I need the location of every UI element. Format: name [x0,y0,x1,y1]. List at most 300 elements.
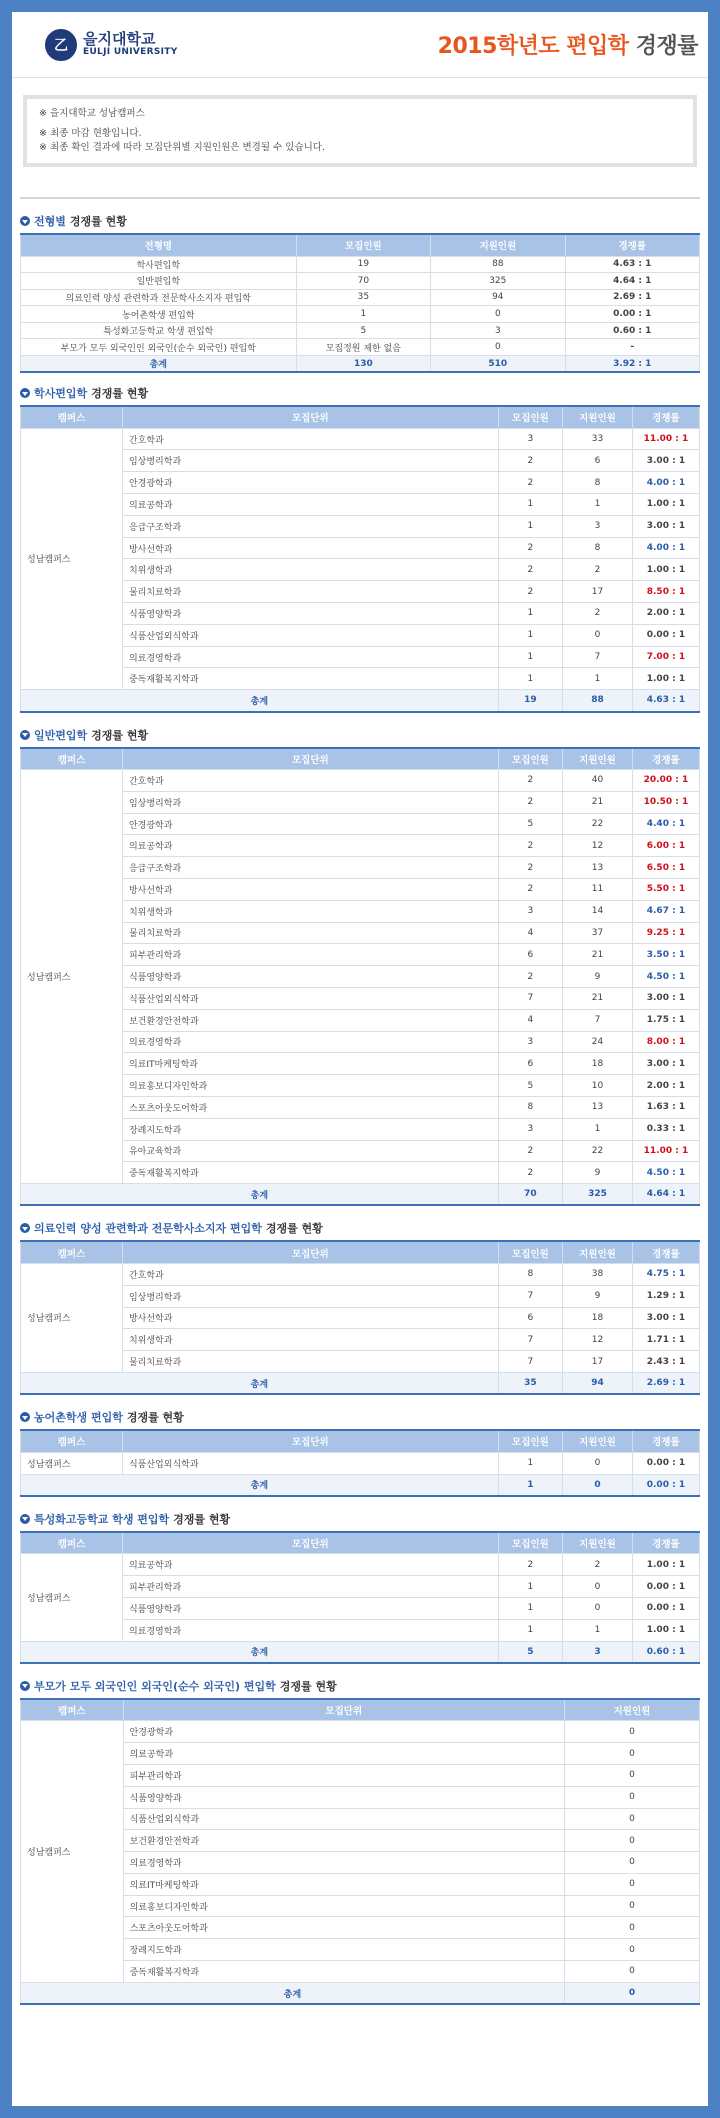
table-cell: 1 [498,1452,562,1474]
table-cell: 5 [498,813,562,835]
table-cell: 1.29 : 1 [632,1285,699,1307]
table-cell: 0 [564,1764,699,1786]
table-cell: 1 [563,1619,633,1641]
total-label: 총계 [21,1982,565,2004]
table-cell: 22 [563,1140,633,1162]
column-header: 모집단위 [122,1532,498,1554]
unit-cell: 식품영양학과 [122,603,498,625]
table-general [20,747,700,1207]
total-cell: 3.92 : 1 [565,356,699,373]
unit-cell: 응급구조학과 [122,857,498,879]
table-row [21,1096,700,1118]
table-cell: 1 [498,1597,562,1619]
unit-cell: 스포츠아웃도어학과 [122,1096,498,1118]
unit-cell: 의료공학과 [122,835,498,857]
column-header: 캠퍼스 [21,748,123,770]
section-bullet-icon [20,1681,30,1691]
total-cell: 0 [564,1982,699,2004]
column-header: 모집단위 [122,406,498,428]
table-cell: 2 [498,1162,562,1184]
total-label: 총계 [21,1641,499,1663]
table-row [21,1263,700,1285]
unit-cell: 방사선학과 [122,879,498,901]
total-cell: 35 [498,1372,562,1394]
column-header: 모집인원 [296,234,430,256]
section-title-highlight: 특성화고등학교 학생 편입학 [34,1512,170,1526]
table-row [21,1961,700,1983]
unit-cell: 방사선학과 [122,537,498,559]
unit-cell: 피부관리학과 [122,1576,498,1598]
section-foreign [20,1678,700,2005]
total-row [21,690,700,712]
table-cell: 70 [296,273,430,290]
table-cell: 1 [498,603,562,625]
unit-cell: 피부관리학과 [123,1764,564,1786]
table-cell: 6 [498,1307,562,1329]
unit-cell: 장례지도학과 [122,1118,498,1140]
total-cell: 0.00 : 1 [632,1474,699,1496]
unit-cell: 의료경영학과 [122,1619,498,1641]
table-cell: 0 [564,1786,699,1808]
table-row [21,537,700,559]
unit-cell: 안경광학과 [122,813,498,835]
table-cell: 325 [431,273,565,290]
table-cell: 0 [563,1452,633,1474]
section-title-rest: 경쟁률 현황 [265,1222,323,1236]
total-cell: 130 [296,356,430,373]
table-cell: 94 [431,289,565,306]
table-cell: 1.00 : 1 [632,494,699,516]
section-bullet-icon [20,1223,30,1233]
table-cell: 8 [498,1096,562,1118]
table-cell: 2 [498,472,562,494]
table-cell: 1 [296,306,430,323]
table-cell: 1 [498,1576,562,1598]
table-row [21,1721,700,1743]
table-cell: 17 [563,1351,633,1373]
table-foreign [20,1698,700,2005]
table-cell: 9.25 : 1 [632,922,699,944]
table-row [21,770,700,792]
table-row [21,922,700,944]
table-cell: 4.50 : 1 [632,966,699,988]
table-vocational [20,1531,700,1664]
unit-cell: 물리치료학과 [122,581,498,603]
section-title-rest: 경쟁률 현황 [173,1512,231,1526]
unit-cell: 유아교육학과 [122,1140,498,1162]
campus-cell: 성남캠퍼스 [21,1721,124,1983]
table-row [21,515,700,537]
table-cell: 부모가 모두 외국인인 외국인(순수 외국인) 편입학 [21,339,297,356]
column-header: 지원인원 [563,406,633,428]
total-cell: 19 [498,690,562,712]
table-cell: 0.00 : 1 [565,306,699,323]
table-cell: 0.33 : 1 [632,1118,699,1140]
section-title-highlight: 의료인력 양성 관련학과 전문학사소지자 편입학 [34,1222,262,1236]
section-title [20,1511,700,1527]
table-row [21,966,700,988]
unit-cell: 간호학과 [122,770,498,792]
table-cell: 2 [498,559,562,581]
divider [20,197,700,199]
table-row [21,900,700,922]
logo-english-name: EULJI UNIVERSITY [83,46,178,57]
table-cell: 3 [498,1118,562,1140]
total-cell: 70 [498,1184,562,1206]
campus-cell: 성남캠퍼스 [21,1263,123,1372]
table-cell: 2 [498,770,562,792]
campus-cell: 성남캠퍼스 [21,428,123,690]
table-cell: 11.00 : 1 [632,428,699,450]
table-cell: 2 [498,537,562,559]
table-cell: 11.00 : 1 [632,1140,699,1162]
section-title-rest: 경쟁률 현황 [279,1679,337,1693]
table-row [21,1009,700,1031]
table-row [21,1830,700,1852]
table-cell: 0 [563,624,633,646]
unit-cell: 식품산업외식학과 [123,1808,564,1830]
table-row [21,494,700,516]
table-cell: 1.00 : 1 [632,1619,699,1641]
unit-cell: 의료홍보디자인학과 [123,1895,564,1917]
section-title [20,385,700,401]
unit-cell: 장례지도학과 [123,1939,564,1961]
section-title-rest: 경쟁률 현황 [91,728,149,742]
table-row [21,1140,700,1162]
unit-cell: 의료경영학과 [122,1031,498,1053]
table-cell: 1 [498,646,562,668]
table-cell: 14 [563,900,633,922]
table-cell: 8.50 : 1 [632,581,699,603]
unit-cell: 중독재활복지학과 [122,668,498,690]
table-cell: 모집정원 제한 없음 [296,339,430,356]
table-cell: 0 [431,339,565,356]
section-bullet-icon [20,1412,30,1422]
total-label: 총계 [21,1372,499,1394]
table-cell: 0 [564,1939,699,1961]
table-row [21,306,700,323]
unit-cell: 의료공학과 [123,1743,564,1765]
unit-cell: 의료공학과 [122,1554,498,1576]
table-cell: 2.43 : 1 [632,1351,699,1373]
table-cell: 0 [431,306,565,323]
section-medical [20,1220,700,1395]
total-row [21,1372,700,1394]
notice-line: ※ 을지대학교 성남캠퍼스 [39,108,145,119]
unit-cell: 의료홍보디자인학과 [122,1075,498,1097]
table-row [21,1764,700,1786]
table-cell: 0 [564,1808,699,1830]
table-row [21,987,700,1009]
unit-cell: 임상병리학과 [122,791,498,813]
table-cell: 88 [431,256,565,273]
table-cell: 2 [498,791,562,813]
unit-cell: 식품영양학과 [122,1597,498,1619]
section-title-rest: 경쟁률 현황 [69,215,127,228]
section-title-highlight: 농어촌학생 편입학 [34,1411,123,1425]
unit-cell: 물리치료학과 [122,922,498,944]
table-cell: 7 [498,1351,562,1373]
section-general [20,727,700,1207]
table-cell: 11 [563,879,633,901]
table-row [21,944,700,966]
unit-cell: 중독재활복지학과 [122,1162,498,1184]
table-cell: 학사편입학 [21,256,297,273]
column-header: 모집인원 [498,748,562,770]
table-cell: 18 [563,1307,633,1329]
table-cell: 3.00 : 1 [632,987,699,1009]
column-header: 모집인원 [498,406,562,428]
column-header: 캠퍼스 [21,1699,124,1721]
table-cell: 10 [563,1075,633,1097]
table-header-row [21,1430,700,1452]
total-cell: 5 [498,1641,562,1663]
table-cell: - [565,339,699,356]
table-cell: 0.00 : 1 [632,1597,699,1619]
table-cell: 3.00 : 1 [632,515,699,537]
table-row [21,857,700,879]
table-row [21,322,700,339]
table-cell: 1 [563,1118,633,1140]
table-cell: 7 [563,1009,633,1031]
table-cell: 5 [498,1075,562,1097]
unit-cell: 치위생학과 [122,1329,498,1351]
unit-cell: 의료IT마케팅학과 [122,1053,498,1075]
section-title [20,1409,700,1425]
table-cell: 5 [296,322,430,339]
unit-cell: 스포츠아웃도어학과 [123,1917,564,1939]
table-cell: 1.00 : 1 [632,1554,699,1576]
column-header: 모집인원 [498,1532,562,1554]
table-cell: 22 [563,813,633,835]
table-cell: 0 [564,1721,699,1743]
total-row [21,1184,700,1206]
table-cell: 1 [498,624,562,646]
table-cell: 21 [563,987,633,1009]
table-row [21,603,700,625]
table-cell: 13 [563,1096,633,1118]
section-title [20,727,700,743]
column-header: 캠퍼스 [21,1241,123,1263]
table-cell: 2 [498,1554,562,1576]
table-medical [20,1240,700,1395]
unit-cell: 식품영양학과 [123,1786,564,1808]
unit-cell: 치위생학과 [122,900,498,922]
table-row [21,646,700,668]
unit-cell: 임상병리학과 [122,1285,498,1307]
table-cell: 20.00 : 1 [632,770,699,792]
table-cell: 21 [563,944,633,966]
table-cell: 6.00 : 1 [632,835,699,857]
total-cell: 4.64 : 1 [632,1184,699,1206]
column-header: 지원인원 [563,1241,633,1263]
table-row [21,289,700,306]
table-cell: 3 [498,1031,562,1053]
table-cell: 1.00 : 1 [632,668,699,690]
table-cell: 8 [563,472,633,494]
table-row [21,1075,700,1097]
logo-korean-name: 을지대학교 [83,29,156,48]
page-title-rest: 경쟁률 [635,34,698,59]
table-summary [20,233,700,373]
table-cell: 9 [563,1285,633,1307]
table-row [21,1939,700,1961]
table-cell: 3 [498,428,562,450]
table-row [21,339,700,356]
notice-line: ※ 최종 마감 현황입니다. [39,128,142,139]
campus-cell: 성남캠퍼스 [21,1452,123,1474]
table-cell: 7 [563,646,633,668]
table-header-row [21,234,700,256]
table-cell: 8.00 : 1 [632,1031,699,1053]
table-rural [20,1429,700,1497]
table-cell: 2 [498,835,562,857]
table-cell: 6 [498,944,562,966]
table-row [21,1118,700,1140]
table-cell: 4.50 : 1 [632,1162,699,1184]
table-row [21,668,700,690]
table-cell: 2 [563,559,633,581]
section-title-highlight: 학사편입학 [34,387,88,401]
table-row [21,256,700,273]
table-cell: 4.64 : 1 [565,273,699,290]
unit-cell: 간호학과 [122,428,498,450]
column-header: 경쟁률 [632,1241,699,1263]
table-row [21,1808,700,1830]
table-header-row [21,1699,700,1721]
table-row [21,624,700,646]
table-cell: 4.40 : 1 [632,813,699,835]
table-cell: 35 [296,289,430,306]
unit-cell: 식품산업외식학과 [122,1452,498,1474]
table-row [21,428,700,450]
column-header: 전형명 [21,234,297,256]
table-row [21,1917,700,1939]
table-cell: 2 [498,879,562,901]
table-cell: 0.60 : 1 [565,322,699,339]
table-cell: 10.50 : 1 [632,791,699,813]
table-cell: 6 [498,1053,562,1075]
table-row [21,1743,700,1765]
table-row [21,1285,700,1307]
table-cell: 6 [563,450,633,472]
table-cell: 5.50 : 1 [632,879,699,901]
table-cell: 4 [498,1009,562,1031]
table-row [21,1307,700,1329]
column-header: 지원인원 [431,234,565,256]
table-cell: 3 [498,900,562,922]
total-cell: 2.69 : 1 [632,1372,699,1394]
table-cell: 13 [563,857,633,879]
table-cell: 6.50 : 1 [632,857,699,879]
total-cell: 88 [563,690,633,712]
table-cell: 9 [563,1162,633,1184]
table-cell: 0 [564,1873,699,1895]
column-header: 경쟁률 [565,234,699,256]
table-cell: 0.00 : 1 [632,1576,699,1598]
unit-cell: 식품산업외식학과 [122,624,498,646]
table-cell: 0.00 : 1 [632,624,699,646]
unit-cell: 보건환경안전학과 [123,1830,564,1852]
unit-cell: 중독재활복지학과 [123,1961,564,1983]
table-cell: 2.00 : 1 [632,1075,699,1097]
table-cell: 4.63 : 1 [565,256,699,273]
table-cell: 1.71 : 1 [632,1329,699,1351]
table-cell: 0.00 : 1 [632,1452,699,1474]
table-row [21,1162,700,1184]
column-header: 모집단위 [122,1241,498,1263]
table-row [21,879,700,901]
table-cell: 2 [498,966,562,988]
table-cell: 2 [498,857,562,879]
unit-cell: 응급구조학과 [122,515,498,537]
column-header: 모집인원 [498,1430,562,1452]
table-header-row [21,1241,700,1263]
unit-cell: 임상병리학과 [122,450,498,472]
table-row [21,1895,700,1917]
campus-cell: 성남캠퍼스 [21,1554,123,1641]
table-cell: 38 [563,1263,633,1285]
total-cell: 3 [563,1641,633,1663]
table-row [21,1452,700,1474]
column-header: 캠퍼스 [21,1532,123,1554]
section-title [20,1220,700,1236]
table-cell: 1.75 : 1 [632,1009,699,1031]
page-header [12,12,708,78]
total-label: 총계 [21,1184,499,1206]
page-frame [12,12,708,2106]
total-label: 총계 [21,690,499,712]
unit-cell: 의료경영학과 [122,646,498,668]
table-cell: 3.00 : 1 [632,1053,699,1075]
table-cell: 2 [498,1140,562,1162]
section-bullet-icon [20,1514,30,1524]
column-header: 지원인원 [563,748,633,770]
table-cell: 농어촌학생 편입학 [21,306,297,323]
table-row [21,472,700,494]
section-title-highlight: 일반편입학 [34,728,88,742]
table-cell: 9 [563,966,633,988]
total-row [21,1474,700,1496]
table-row [21,1053,700,1075]
table-cell: 8 [498,1263,562,1285]
table-cell: 24 [563,1031,633,1053]
table-row [21,581,700,603]
table-cell: 1 [498,515,562,537]
unit-cell: 간호학과 [122,1263,498,1285]
column-header: 경쟁률 [632,748,699,770]
table-cell: 1 [498,668,562,690]
unit-cell: 피부관리학과 [122,944,498,966]
table-cell: 17 [563,581,633,603]
section-summary [20,213,700,373]
table-cell: 19 [296,256,430,273]
section-title-highlight: 부모가 모두 외국인인 외국인(순수 외국인) 편입학 [34,1679,276,1693]
table-cell: 7 [498,1329,562,1351]
table-cell: 2.69 : 1 [565,289,699,306]
table-cell: 의료인력 양성 관련학과 전문학사소지자 편입학 [21,289,297,306]
total-label: 총계 [21,1474,499,1496]
table-cell: 4.75 : 1 [632,1263,699,1285]
section-rural [20,1409,700,1497]
table-row [21,1554,700,1576]
table-row [21,835,700,857]
unit-cell: 보건환경안전학과 [122,1009,498,1031]
table-bachelor [20,405,700,712]
column-header: 모집단위 [122,748,498,770]
table-cell: 3 [431,322,565,339]
table-cell: 12 [563,1329,633,1351]
